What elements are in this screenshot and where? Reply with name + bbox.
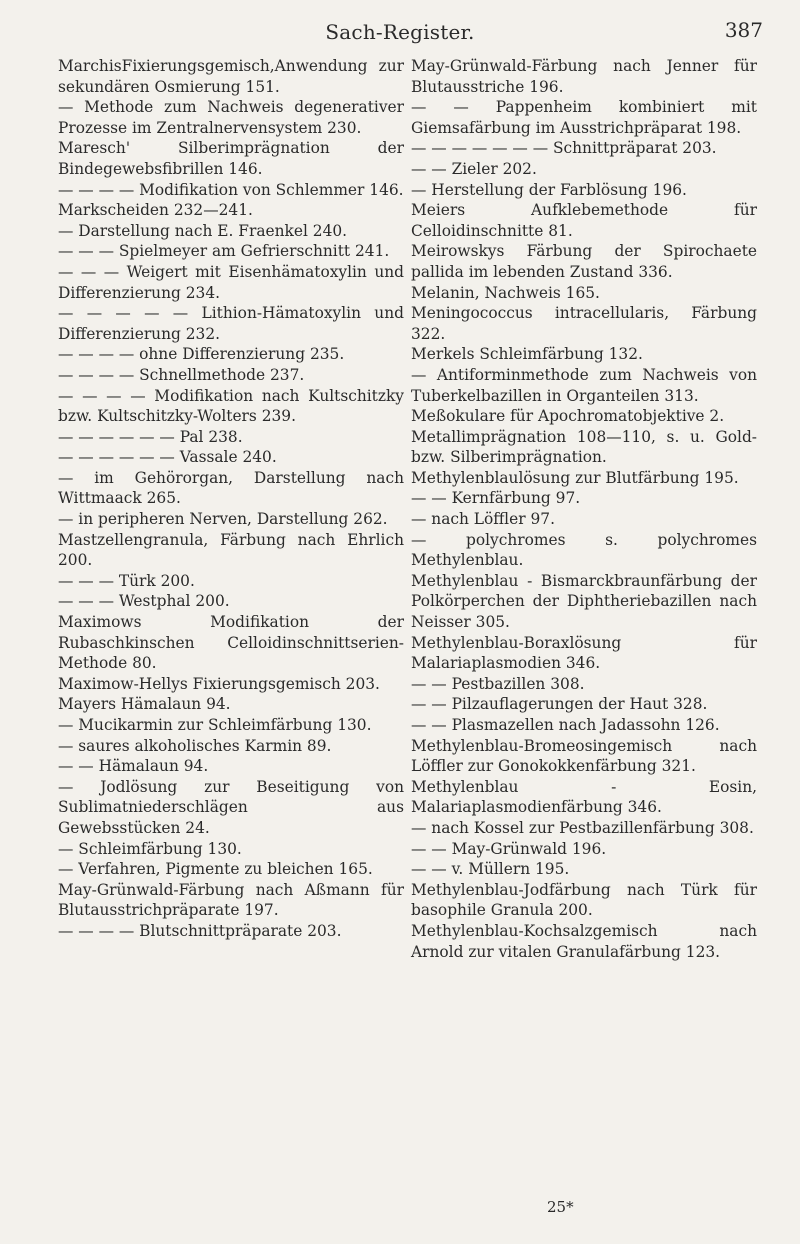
index-entry: — — — — — — Vassale 240. [58,448,277,467]
index-entry: Methylenblaulösung zur Blutfärbung 195. [411,468,739,487]
index-entry: — nach Löffler 97. [411,510,555,529]
index-entry: — Herstellung der Farblösung 196. [411,180,687,199]
index-entry: Meiers Aufklebemethode für Celloidinschnitte 81. [411,201,757,240]
right-column [411,56,757,962]
index-entry: Methylenblau-Jodfärbung nach Türk für basophile Granula 200. [411,880,757,920]
index-entry: — Verfahren, Pigmente zu bleichen 165. [58,860,373,879]
index-entry: — — — — — Lithion-Hämatoxylin und Differenzierung 232. [58,304,404,343]
index-entry: — Mucikarmin zur Schleimfärbung 130. [58,716,372,734]
index-entry: Meirowskys Färbung der Spirochaete pallida im lebenden Zustand 336. [411,242,757,281]
index-entry: — Schleimfärbung 130. [58,839,242,858]
index-entry: — — — — — — Pal 238. [58,427,243,446]
index-entry: — — May-Grünwald 196. [411,839,607,858]
index-entry: — — — — Modifikation nach Kultschitzky bzw. Kultschitzky-Wolters 239. [58,386,404,426]
index-entry: Meningococcus intracellularis, Färbung 322. [411,304,757,343]
index-entry: — — — Westphal 200. [58,592,230,611]
index-entry: Methylenblau - Bismarckbraunfärbung der Polkörperchen der Diphtheriebazillen nach Neisser 305. [411,571,757,632]
printer-signature: 25* [547,1198,574,1216]
index-entry: Maximows Modifikation der Rubaschkinschen Celloidinschnittserien-Methode 80. [58,613,404,673]
index-entry: MarchisFixierungsgemisch,Anwendung zur sekundären Osmierung 151. [58,57,404,96]
index-entry: — — Pestbazillen 308. [411,674,585,693]
index-entry: Markscheiden 232—241. [58,201,253,220]
index-entry: May-Grünwald-Färbung nach Aßmann für Blutausstrichpräparate 197. [58,880,404,920]
index-entry: — — — — ohne Differenzierung 235. [58,345,345,364]
index-entry: Metallimprägnation 108—110, s. u. Gold- bzw. Silberimprägnation. [411,427,757,467]
index-entry: Maresch' Silberimprägnation der Bindegewebsfibrillen 146. [58,139,404,178]
index-entry: — — Kernfärbung 97. [411,489,581,508]
index-entry: Methylenblau-Boraxlösung für Malariaplasmodien 346. [411,633,757,673]
index-entry: — Methode zum Nachweis degenerativer Prozesse im Zentralnervensystem 230. [58,98,404,137]
index-entry: — — — — Modifikation von Schlemmer 146. [58,180,404,199]
index-entry: Mayers Hämalaun 94. [58,695,231,714]
index-entry: — — — Weigert mit Eisenhämatoxylin und Differenzierung 234. [58,262,404,302]
index-entry: — — Plasmazellen nach Jadassohn 126. [411,716,720,734]
index-entry: — — — — Schnellmethode 237. [58,365,305,384]
page-number: 387 [724,18,763,42]
index-entry: Methylenblau - Eosin, Malariaplasmodienfärbung 346. [411,777,757,817]
index-entry: — — — — — — — Schnittpräparat 203. [411,139,717,158]
left-column [58,56,404,942]
running-title: Sach-Register. [325,20,475,44]
index-entry: Merkels Schleimfärbung 132. [411,345,643,364]
index-entry: — — — — Blutschnittpräparate 203. [58,921,342,940]
index-entry: Methylenblau-Bromeosingemisch nach Löffler zur Gonokokkenfärbung 321. [411,736,757,776]
index-entry: — saures alkoholisches Karmin 89. [58,736,332,755]
index-entry: — Darstellung nach E. Fraenkel 240. [58,221,348,240]
index-entry: — — Pappenheim kombiniert mit Giemsafärbung im Ausstrichpräparat 198. [411,98,757,137]
index-entry: — — Pilzauflagerungen der Haut 328. [411,695,708,714]
index-entry: — polychromes s. polychromes Methylenblau. [411,530,757,570]
page-header [0,0,800,56]
index-entry: — — v. Müllern 195. [411,860,570,879]
index-entry: — — Zieler 202. [411,159,537,178]
index-entry: Maximow-Hellys Fixierungsgemisch 203. [58,674,380,693]
index-entry: — — — Spielmeyer am Gefrierschnitt 241. [58,242,390,261]
index-entry: Melanin, Nachweis 165. [411,283,600,302]
index-entry: Mastzellengranula, Färbung nach Ehrlich 200. [58,530,404,570]
index-entry: — nach Kossel zur Pestbazillenfärbung 308. [411,818,754,837]
index-entry: Methylenblau-Kochsalzgemisch nach Arnold zur vitalen Granulafärbung 123. [411,921,757,961]
index-entry: — — — Türk 200. [58,571,195,590]
index-entry: — in peripheren Nerven, Darstellung 262. [58,510,388,529]
index-entry: — im Gehörorgan, Darstellung nach Wittmaack 265. [58,468,404,508]
index-entry: — — Hämalaun 94. [58,757,209,776]
index-entry: — Antiforminmethode zum Nachweis von Tuberkelbazillen in Organteilen 313. [411,365,757,405]
index-entry: May-Grünwald-Färbung nach Jenner für Blutausstriche 196. [411,57,757,96]
index-entry: — Jodlösung zur Beseitigung von Sublimatniederschlägen aus Gewebsstücken 24. [58,777,404,837]
index-entry: Meßokulare für Apochromatobjektive 2. [411,407,725,426]
